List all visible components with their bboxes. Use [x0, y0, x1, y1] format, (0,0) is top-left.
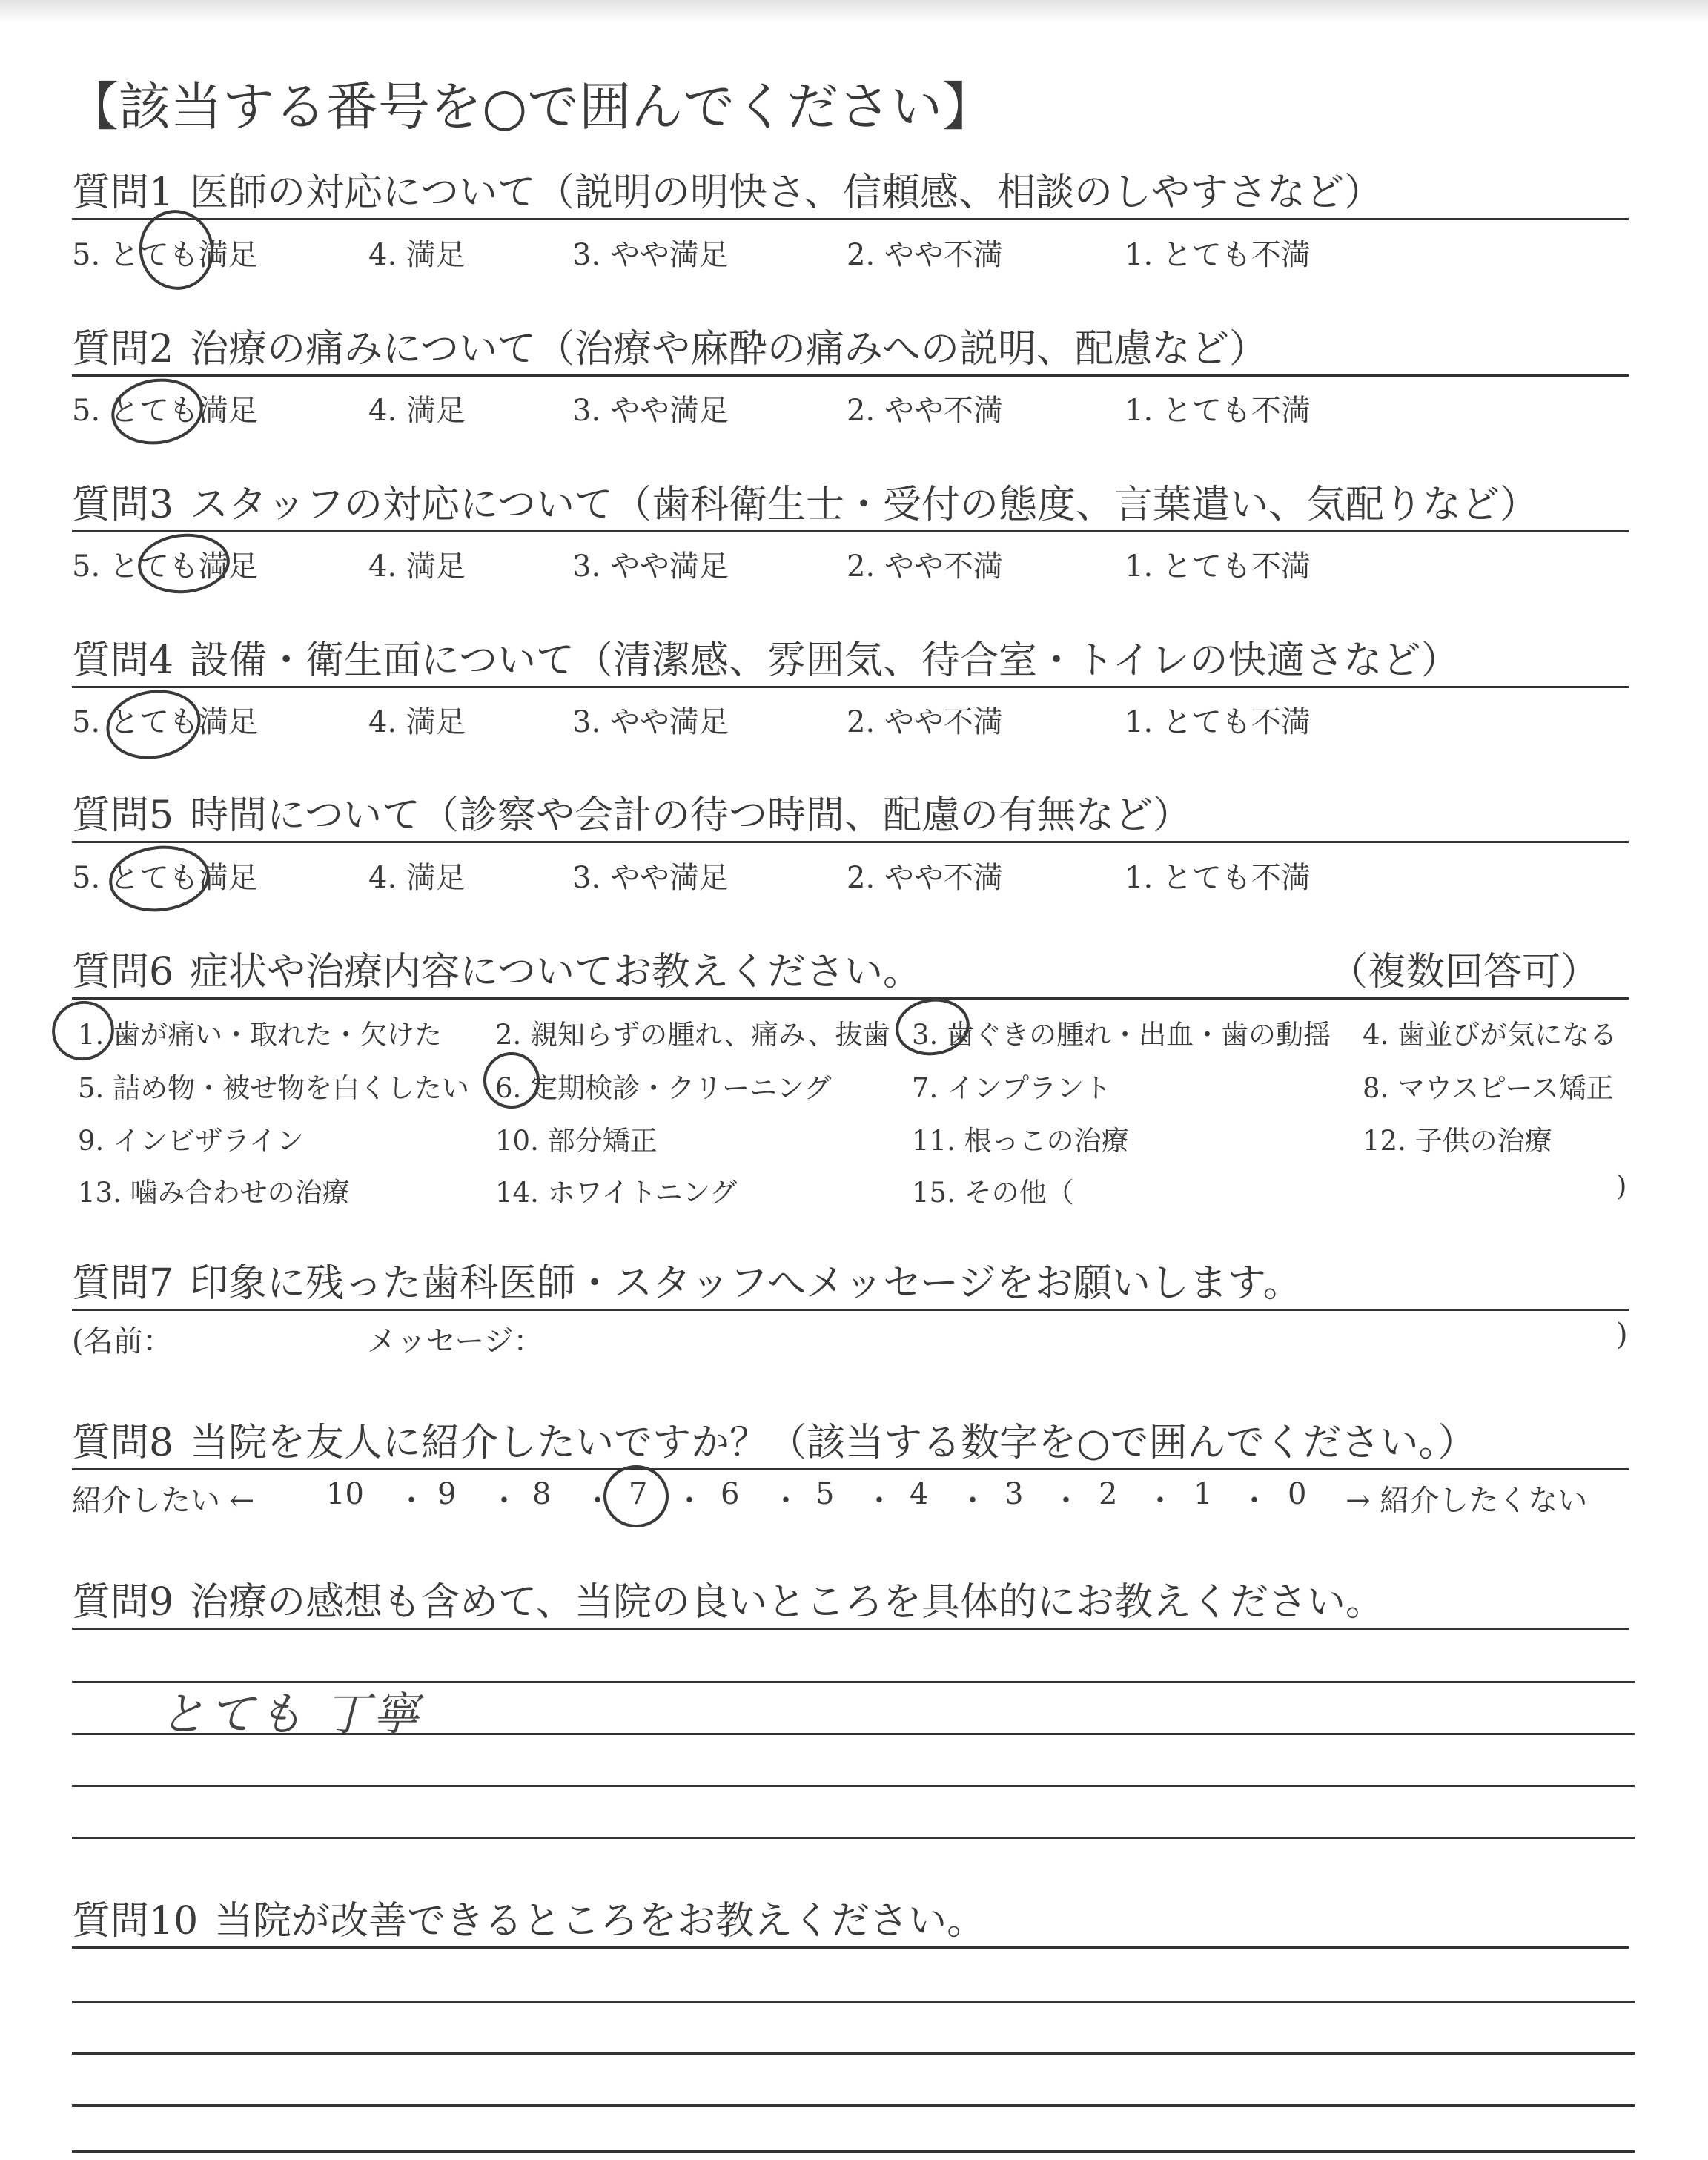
scale-dot: ・ — [864, 1484, 894, 1518]
rating-option-5[interactable]: 5. とても満足 — [72, 238, 258, 272]
symptom-option-2[interactable]: 2. 親知らずの腫れ、痛み、抜歯 — [495, 1019, 890, 1051]
scale-6[interactable]: 6 — [721, 1477, 740, 1511]
rating-option-2[interactable]: 2. やや不満 — [847, 861, 1003, 895]
rating-option-5[interactable]: 5. とても満足 — [72, 549, 258, 584]
symptom-option-7[interactable]: 7. インプラント — [912, 1072, 1112, 1104]
question-number: 質問6 — [72, 950, 174, 994]
question-8 — [72, 1411, 1629, 1470]
question-text: スタッフの対応について（歯科衛生士・受付の態度、言葉遣い、気配りなど） — [190, 483, 1539, 527]
symptom-option-8[interactable]: 8. マウスピース矯正 — [1363, 1072, 1614, 1104]
question-number: 質問8 — [72, 1421, 174, 1465]
rating-option-1[interactable]: 1. とても不満 — [1125, 861, 1311, 895]
question-text: 症状や治療内容についてお教えください。 — [190, 950, 922, 994]
scale-4[interactable]: 4 — [910, 1477, 929, 1511]
question-3 — [72, 473, 1629, 532]
question-text: 治療の痛みについて（治療や麻酔の痛みへの説明、配慮など） — [190, 327, 1268, 371]
rating-option-4[interactable]: 4. 満足 — [368, 394, 466, 428]
symptom-option-10[interactable]: 10. 部分矯正 — [495, 1125, 658, 1157]
scale-5[interactable]: 5 — [815, 1477, 835, 1511]
question-number: 質問3 — [72, 483, 174, 527]
answer-line — [72, 2001, 1635, 2003]
other-close-paren: ) — [1616, 1170, 1627, 1202]
answer-line — [72, 2150, 1635, 2153]
rating-option-4[interactable]: 4. 満足 — [368, 705, 466, 739]
question-6 — [72, 940, 1629, 1000]
scan-edge — [0, 0, 1708, 22]
question-5 — [72, 784, 1629, 843]
scale-9[interactable]: 9 — [437, 1477, 457, 1511]
scale-dot: ・ — [958, 1484, 987, 1518]
symptom-option-15[interactable]: 15. その他（ — [912, 1177, 1074, 1209]
scale-2[interactable]: 2 — [1099, 1477, 1118, 1511]
question-number: 質問5 — [72, 793, 174, 838]
question-number: 質問7 — [72, 1261, 174, 1306]
scale-dot: ・ — [1051, 1484, 1081, 1518]
symptom-option-5[interactable]: 5. 詰め物・被せ物を白くしたい — [78, 1072, 470, 1104]
question-2 — [72, 317, 1629, 377]
symptom-option-4[interactable]: 4. 歯並びが気になる — [1363, 1019, 1618, 1051]
rating-option-3[interactable]: 3. やや満足 — [572, 238, 729, 272]
scale-10[interactable]: 10 — [326, 1477, 364, 1511]
answer-line — [72, 2052, 1635, 2055]
question-text: 治療の感想も含めて、当院の良いところを具体的にお教えください。 — [190, 1580, 1385, 1625]
scale-dot: ・ — [1145, 1484, 1175, 1518]
question-text: 医師の対応について（説明の明快さ、信頼感、相談のしやすさなど） — [190, 171, 1383, 215]
handwritten-answer: とても 丁寧 — [159, 1687, 422, 1741]
page-title: 【該当する番号を○で囲んでください】 — [67, 76, 995, 137]
rating-option-3[interactable]: 3. やや満足 — [572, 549, 729, 584]
symptom-option-11[interactable]: 11. 根っこの治療 — [912, 1125, 1129, 1157]
question-10 — [72, 1889, 1629, 1949]
question-text: 当院が改善できるところをお教えください。 — [214, 1899, 986, 1943]
question-number: 質問2 — [72, 327, 174, 371]
rating-option-4[interactable]: 4. 満足 — [368, 549, 466, 584]
answer-line — [72, 1837, 1635, 1839]
rating-option-4[interactable]: 4. 満足 — [368, 861, 466, 895]
scale-dot: ・ — [771, 1484, 801, 1518]
question-number: 質問10 — [72, 1899, 199, 1943]
question-7 — [72, 1252, 1629, 1311]
scale-dot: ・ — [397, 1484, 426, 1518]
scale-1[interactable]: 1 — [1194, 1477, 1213, 1511]
rating-option-1[interactable]: 1. とても不満 — [1125, 394, 1311, 428]
scale-dot: ・ — [583, 1484, 612, 1518]
symptom-option-6[interactable]: 6. 定期検診・クリーニング — [495, 1072, 832, 1104]
scale-dot: ・ — [675, 1484, 704, 1518]
symptom-option-14[interactable]: 14. ホワイトニング — [495, 1177, 738, 1209]
rating-option-2[interactable]: 2. やや不満 — [847, 238, 1003, 272]
rating-option-2[interactable]: 2. やや不満 — [847, 394, 1003, 428]
question-4 — [72, 629, 1629, 688]
question-9 — [72, 1571, 1629, 1630]
answer-line — [72, 1785, 1635, 1787]
question-number: 質問4 — [72, 638, 174, 683]
rating-option-5[interactable]: 5. とても満足 — [72, 705, 258, 739]
question-number: 質問1 — [72, 171, 174, 215]
question-text: 設備・衛生面について（清潔感、雰囲気、待合室・トイレの快適さなど） — [190, 638, 1460, 683]
rating-option-5[interactable]: 5. とても満足 — [72, 394, 258, 428]
scale-7[interactable]: 7 — [629, 1477, 648, 1511]
symptom-option-9[interactable]: 9. インビザライン — [78, 1125, 304, 1157]
recommend-left-label: 紹介したい ← — [72, 1484, 255, 1518]
scale-dot: ・ — [489, 1484, 519, 1518]
rating-option-5[interactable]: 5. とても満足 — [72, 861, 258, 895]
rating-option-3[interactable]: 3. やや満足 — [572, 394, 729, 428]
symptom-option-12[interactable]: 12. 子供の治療 — [1363, 1125, 1552, 1157]
rating-option-2[interactable]: 2. やや不満 — [847, 705, 1003, 739]
multiple-answer-note: （複数回答可） — [1328, 950, 1599, 994]
rating-option-1[interactable]: 1. とても不満 — [1125, 705, 1311, 739]
question-text: 時間について（診察や会計の待つ時間、配慮の有無など） — [190, 793, 1192, 838]
question-1 — [72, 161, 1629, 220]
message-label: メッセージ： — [367, 1324, 543, 1358]
rating-option-3[interactable]: 3. やや満足 — [572, 861, 729, 895]
name-label: (名前： — [72, 1324, 173, 1358]
rating-option-3[interactable]: 3. やや満足 — [572, 705, 729, 739]
symptom-option-3[interactable]: 3. 歯ぐきの腫れ・出血・歯の動揺 — [912, 1019, 1331, 1051]
symptom-option-1[interactable]: 1. 歯が痛い・取れた・欠けた — [78, 1019, 443, 1051]
symptom-option-13[interactable]: 13. 噛み合わせの治療 — [78, 1177, 350, 1209]
rating-option-2[interactable]: 2. やや不満 — [847, 549, 1003, 584]
answer-line — [72, 2104, 1635, 2107]
scale-dot: ・ — [1239, 1484, 1269, 1518]
question-text: 印象に残った歯科医師・スタッフへメッセージをお願いします。 — [190, 1261, 1302, 1306]
rating-option-1[interactable]: 1. とても不満 — [1125, 549, 1311, 584]
scale-3[interactable]: 3 — [1004, 1477, 1024, 1511]
recommend-right-label: → 紹介したくない — [1345, 1484, 1588, 1518]
question-text: 当院を友人に紹介したいですか？（該当する数字を○で囲んでください。） — [190, 1421, 1477, 1465]
rating-option-4[interactable]: 4. 満足 — [368, 238, 466, 272]
message-close-paren: ) — [1616, 1318, 1628, 1352]
question-number: 質問9 — [72, 1580, 174, 1625]
scale-0[interactable]: 0 — [1288, 1477, 1307, 1511]
rating-option-1[interactable]: 1. とても不満 — [1125, 238, 1311, 272]
scale-8[interactable]: 8 — [532, 1477, 552, 1511]
